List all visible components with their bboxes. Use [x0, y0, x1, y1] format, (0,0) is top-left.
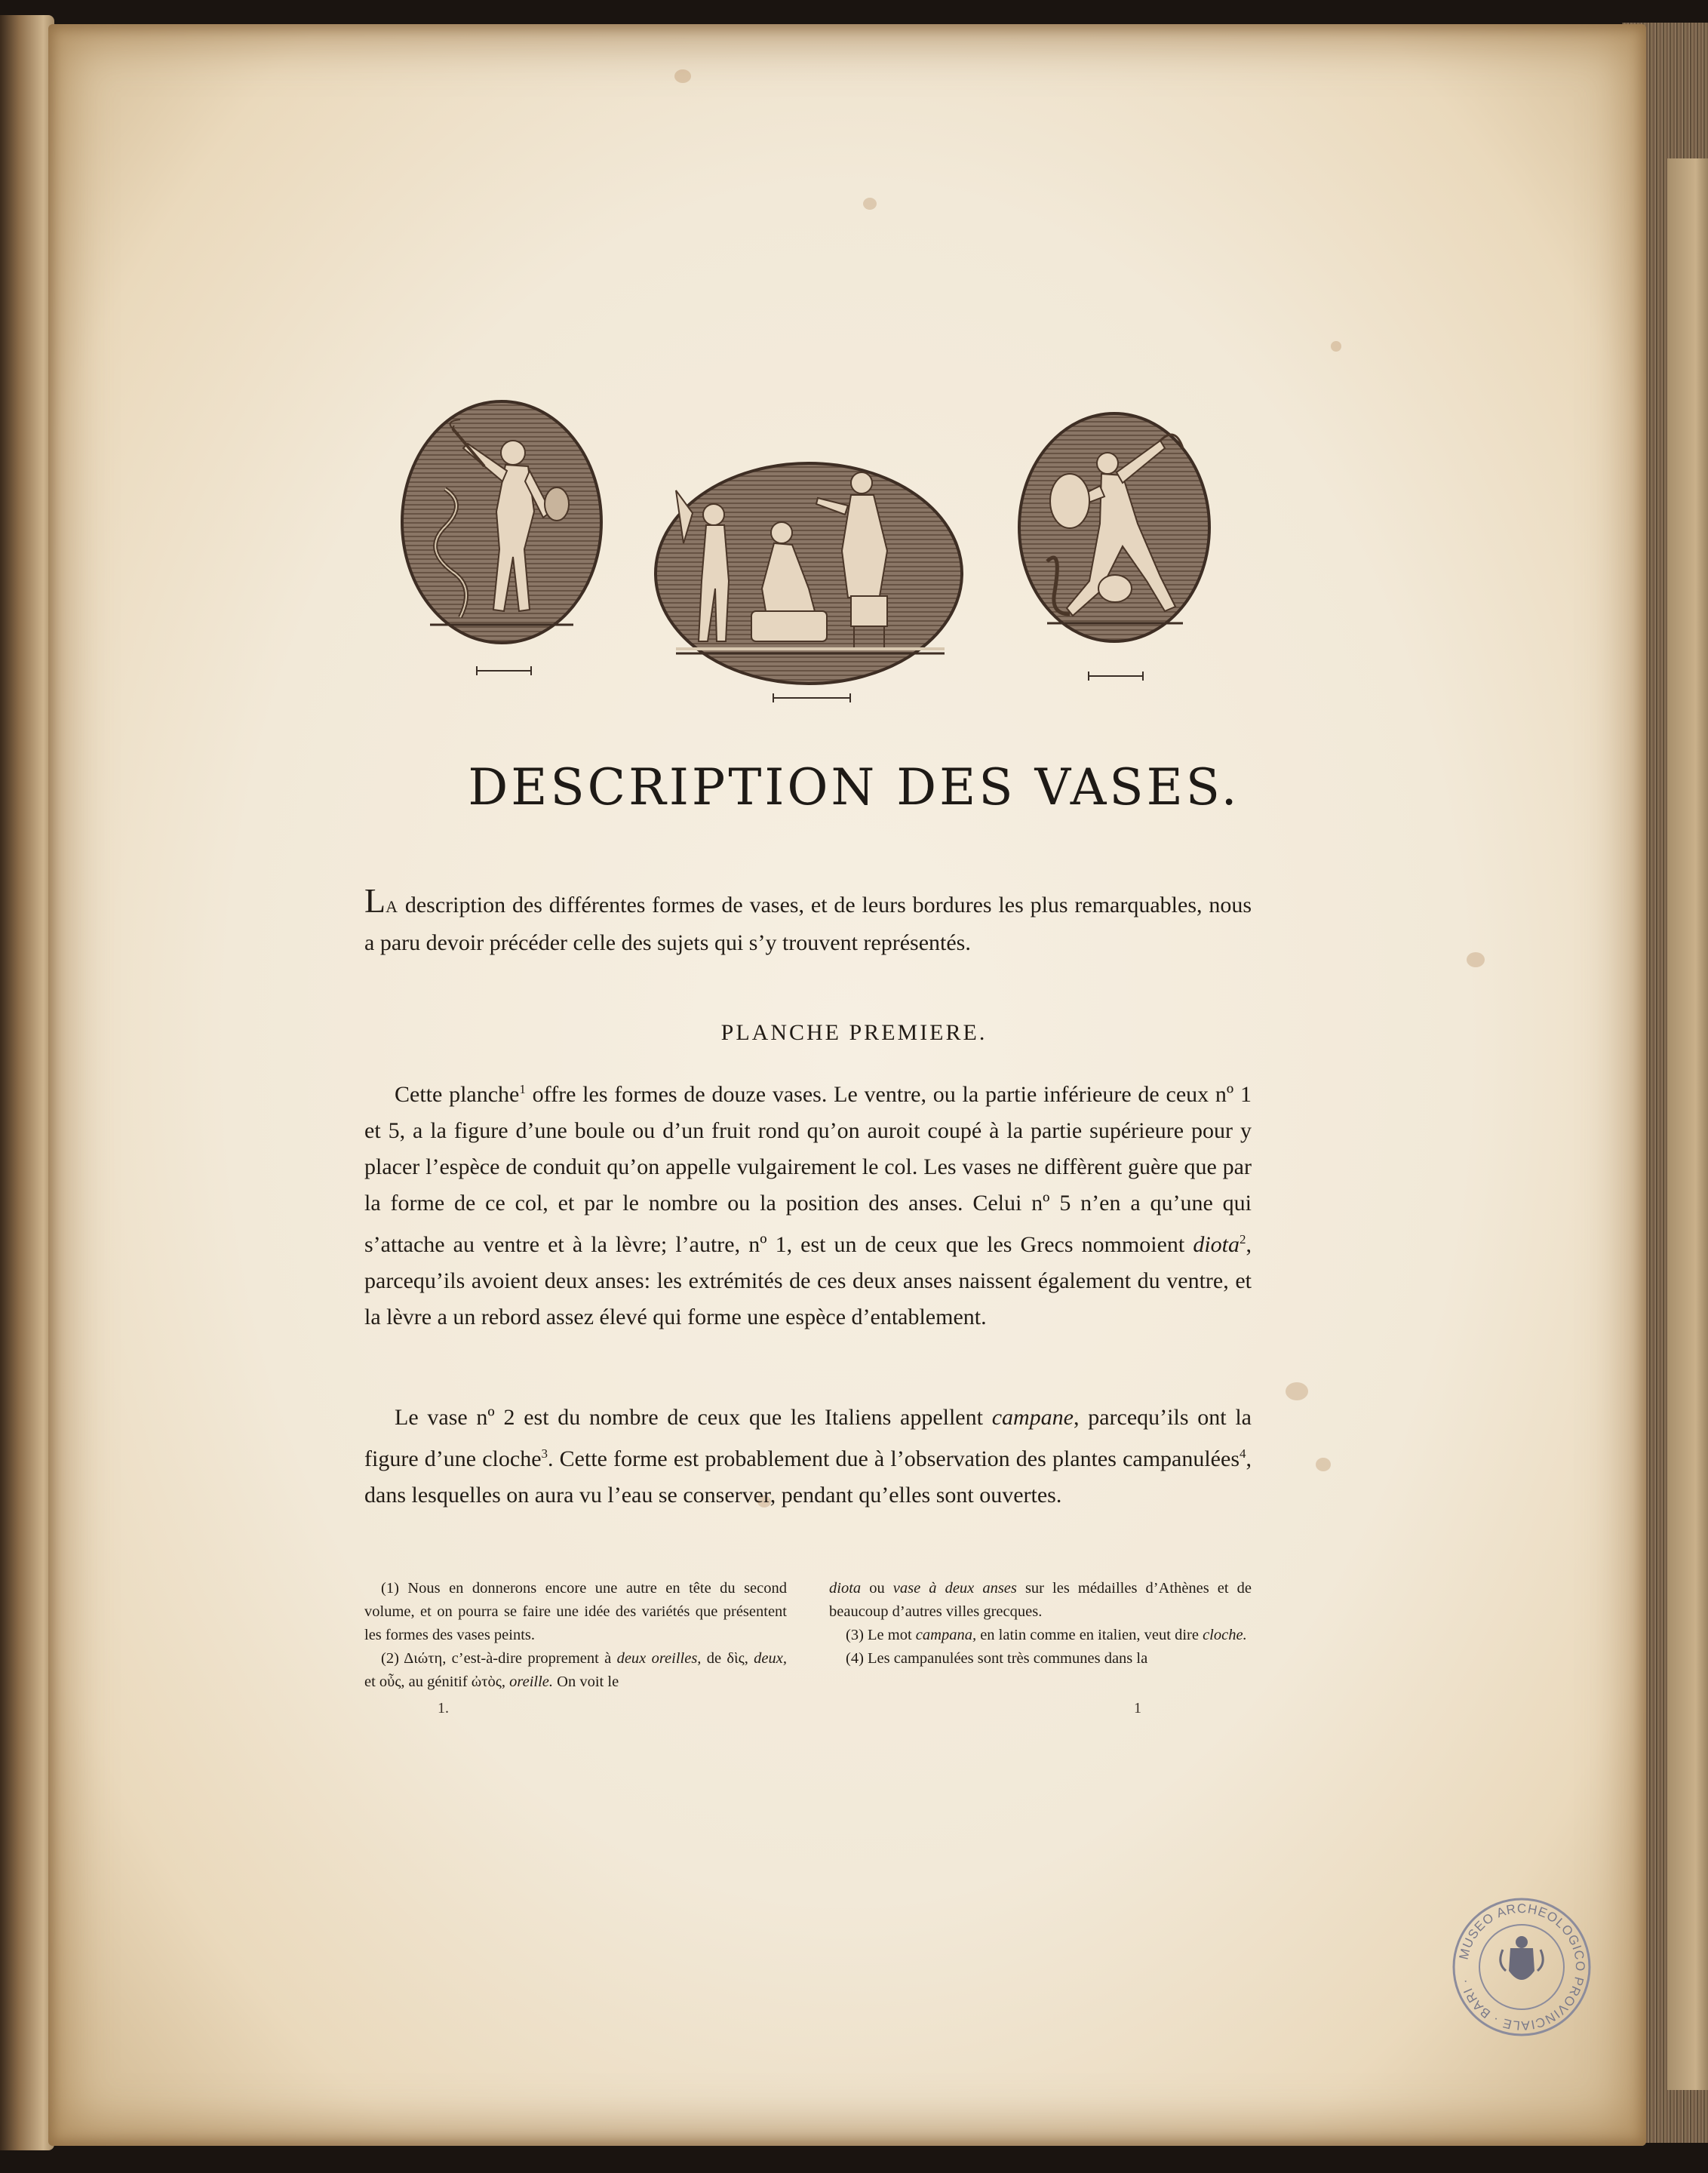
italic-term: diota	[829, 1580, 862, 1597]
left-page-edge	[0, 15, 54, 2150]
page-title: DESCRIPTION DES VASES.	[468, 758, 1240, 816]
footnote-2-continued	[829, 1577, 1252, 1624]
italic-term: campane	[991, 1405, 1074, 1430]
gem-medallion-seated-scene	[653, 460, 964, 687]
text-run: , parcequ’ils ont la figure d’une cloche	[364, 1405, 1252, 1471]
foxing-spot	[1331, 341, 1341, 352]
text-run: ou	[861, 1580, 893, 1597]
text-run: (2) Διώτη, c’est-à-dire proprement à	[381, 1650, 617, 1667]
gem-medallion-warrior	[1017, 410, 1212, 644]
svg-text:MUSEO ARCHEOLOGICO PROVINCIALE: MUSEO ARCHEOLOGICO PROVINCIALE · BARI ·	[1456, 1901, 1588, 2033]
text-run: . Cette forme est probablement due à l’observation des plantes campanulées	[548, 1446, 1240, 1471]
italic-term: deux oreilles,	[616, 1650, 702, 1667]
small-caps: A	[386, 897, 398, 916]
italic-term: deux,	[754, 1650, 787, 1667]
text-run: , dans lesquelles on aura vu l’eau se conserver, pendant qu’elles sont ouvertes.	[364, 1446, 1252, 1508]
coat-of-arms-icon	[1501, 1936, 1543, 1980]
museum-stamp	[1450, 1895, 1593, 2039]
body-paragraph	[364, 1071, 1252, 1335]
text-run: en latin comme en italien, veut dire	[976, 1627, 1203, 1643]
footnote-column-left	[364, 1577, 787, 1694]
signature-mark: 1	[1134, 1700, 1141, 1717]
foxing-spot	[674, 69, 691, 83]
foxing-spot	[1316, 1458, 1331, 1471]
italic-term: diota	[1193, 1232, 1240, 1257]
footnote-2	[364, 1647, 787, 1694]
text-run: sur les médailles d’Athènes et de beaucoup d’autres villes grecques.	[829, 1580, 1252, 1620]
scale-bar	[772, 693, 852, 703]
foxing-spot	[1286, 1382, 1308, 1400]
scale-bar	[475, 665, 533, 676]
scale-bar	[1087, 671, 1144, 681]
page-tab	[1667, 158, 1708, 2090]
footnotes	[364, 1577, 1252, 1694]
body-paragraph	[364, 1400, 1252, 1514]
text-run: et οὖς, au génitif ὠτὸς,	[364, 1674, 510, 1690]
footnote-ref: 4	[1240, 1446, 1246, 1461]
italic-term: campana,	[915, 1627, 977, 1643]
text-run: offre les formes de douze vases. Le ventre, ou la partie inférieure de ceux nº 1 et 5, a la figure d’une boule ou d’un fruit rond qu’on auroit coupé à la partie supérieure pour y placer l’espèce de conduit qu’on appelle vulgairement le col. Les vases ne diffèrent guère que par la forme de ce col, et par le nombre ou la position des anses. Celui nº 5 n’en a qu’une qui s’attache au ventre et à la lèvre; l’autre, nº 1, est un de ceux que les Grecs nommoient	[364, 1082, 1252, 1257]
footnote-ref: 2	[1240, 1232, 1246, 1246]
italic-term: vase à deux anses	[892, 1580, 1017, 1597]
text-run: Cette planche	[395, 1082, 520, 1107]
text-run: On voit le	[553, 1674, 619, 1690]
text-run: Le vase nº 2 est du nombre de ceux que les Italiens appellent	[395, 1405, 992, 1430]
signature-mark: 1.	[438, 1700, 449, 1717]
footnote-ref: 1	[519, 1082, 526, 1096]
footnote-3	[829, 1624, 1252, 1647]
text-run: (3) Le mot	[846, 1627, 916, 1643]
gem-medallion-hercules	[400, 398, 604, 646]
intro-text: description des différentes formes de vases, et de leurs bordures les plus remarquables, nous a paru devoir précéder celle des sujets qui s’y trouvent représentés.	[364, 893, 1252, 955]
italic-term: oreille.	[509, 1674, 554, 1690]
text-run: , parcequ’ils avoient deux anses: les extrémités de ces deux anses naissent également du ventre, et la lèvre a un rebord assez élevé qui forme une espèce d’entablement.	[364, 1232, 1252, 1329]
drop-cap: L	[364, 881, 386, 920]
text-run: de δὶς,	[701, 1650, 754, 1667]
footnote-4: (4) Les campanulées sont très communes dans la	[846, 1650, 1148, 1667]
foxing-spot	[863, 198, 877, 210]
foxing-spot	[1467, 952, 1485, 967]
intro-paragraph	[364, 883, 1252, 961]
footnote-column-right	[829, 1577, 1252, 1694]
italic-term: cloche.	[1203, 1627, 1247, 1643]
footnote-ref: 3	[541, 1446, 548, 1461]
section-heading: PLANCHE PREMIERE.	[720, 1020, 988, 1045]
footnote-1: (1) Nous en donnerons encore une autre en tête du second volume, et on pourra se faire une idée des variétés que présentent les formes des vases peints.	[364, 1580, 787, 1643]
